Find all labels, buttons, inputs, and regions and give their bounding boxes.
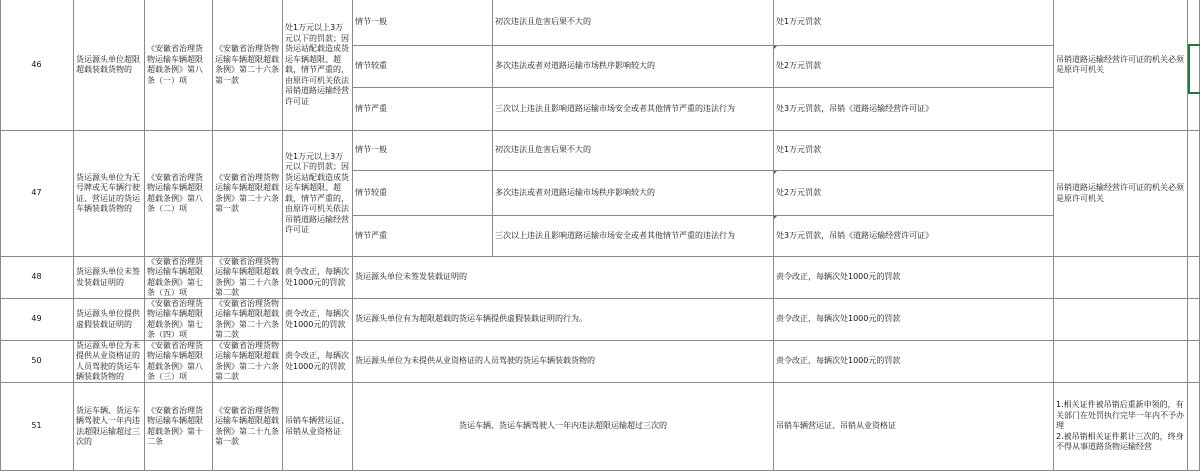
selected-cell-indicator bbox=[1188, 44, 1200, 94]
cell-behavior[interactable]: 货运车辆、货运车辆驾驶人一年内违法超限运输超过三次的 bbox=[74, 383, 145, 471]
cell-behavior[interactable]: 货运源头单位超限超载装载货物的 bbox=[74, 0, 145, 131]
cell-result[interactable]: 吊销车辆营运证、吊销从业资格证 bbox=[774, 383, 1054, 471]
cell-result[interactable]: 处1万元罚款 bbox=[774, 131, 1054, 171]
cell-desc[interactable]: 货运源头单位为未提供从业资格证的人员驾驶的货运车辆装载货物的 bbox=[353, 341, 774, 383]
cell-penalty[interactable]: 责令改正，每辆次处1000元的罚款 bbox=[283, 341, 353, 383]
cell-level[interactable]: 情节一般 bbox=[353, 131, 493, 171]
cell-desc[interactable]: 三次以上违法且影响道路运输市场安全或者其他情节严重的违法行为 bbox=[493, 216, 774, 257]
cell-no[interactable]: 47 bbox=[0, 131, 74, 257]
cell-penalty[interactable]: 责令改正，每辆次处1000元的罚款 bbox=[283, 299, 353, 341]
cell-basis-1[interactable]: 《安徽省治理货物运输车辆超限超载条例》第八条（三）项 bbox=[145, 341, 213, 383]
cell-result[interactable]: 责令改正，每辆次处1000元的罚款 bbox=[774, 341, 1054, 383]
cell-basis-2[interactable]: 《安徽省治理货物运输车辆超限超载条例》第二十六条第二款 bbox=[213, 257, 283, 299]
cell-penalty[interactable]: 吊销车辆营运证、吊销从业资格证 bbox=[283, 383, 353, 471]
cell-no[interactable]: 51 bbox=[0, 383, 74, 471]
cell-desc[interactable]: 货运源头单位有为超限超载的货运车辆提供虚假装载证明的行为。 bbox=[353, 299, 774, 341]
cell-desc[interactable]: 货运源头单位未签发装载证明的 bbox=[353, 257, 774, 299]
cell-extra[interactable] bbox=[1188, 341, 1200, 383]
cell-basis-2[interactable]: 《安徽省治理货物运输车辆超限超载条例》第二十六条第一款 bbox=[213, 131, 283, 257]
cell-note[interactable] bbox=[1054, 257, 1188, 299]
cell-basis-2[interactable]: 《安徽省治理货物运输车辆超限超载条例》第二十六条第二款 bbox=[213, 299, 283, 341]
cell-basis-1[interactable]: 《安徽省治理货物运输车辆超限超载条例》第七条（五）项 bbox=[145, 257, 213, 299]
cell-result[interactable]: 处2万元罚款 bbox=[774, 46, 1054, 88]
cell-no[interactable]: 46 bbox=[0, 0, 74, 131]
cell-basis-2[interactable]: 《安徽省治理货物运输车辆超限超载条例》第二十九条第一款 bbox=[213, 383, 283, 471]
cell-result[interactable]: 处3万元罚款，吊销《道路运输经营许可证》 bbox=[774, 216, 1054, 257]
cell-no[interactable]: 48 bbox=[0, 257, 74, 299]
cell-behavior[interactable]: 货运源头单位提供虚假装载证明的 bbox=[74, 299, 145, 341]
cell-desc[interactable]: 多次违法或者对道路运输市场秩序影响较大的 bbox=[493, 171, 774, 216]
comment-marker bbox=[774, 171, 777, 174]
comment-marker bbox=[774, 216, 777, 219]
cell-note[interactable]: 1.相关证件被吊销后重新申领的，有关部门在处罚执行完毕一年内不予办理 2.被吊销相关证件累计三次的，终身不得从事道路货物运输经营 bbox=[1054, 383, 1188, 471]
cell-penalty[interactable]: 责令改正，每辆次处1000元的罚款 bbox=[283, 257, 353, 299]
cell-no[interactable]: 50 bbox=[0, 341, 74, 383]
cell-basis-1[interactable]: 《安徽省治理货物运输车辆超限超载条例》第八条（二）项 bbox=[145, 131, 213, 257]
cell-desc[interactable]: 初次违法且危害后果不大的 bbox=[493, 131, 774, 171]
cell-result[interactable]: 处1万元罚款 bbox=[774, 0, 1054, 46]
cell-basis-2[interactable]: 《安徽省治理货物运输车辆超限超载条例》第二十六条第一款 bbox=[213, 0, 283, 131]
cell-behavior[interactable]: 货运源头单位未签发装载证明的 bbox=[74, 257, 145, 299]
cell-extra[interactable] bbox=[1188, 131, 1200, 257]
cell-no[interactable]: 49 bbox=[0, 299, 74, 341]
cell-extra[interactable] bbox=[1188, 257, 1200, 299]
cell-extra[interactable] bbox=[1188, 299, 1200, 341]
cell-result[interactable]: 责令改正，每辆次处1000元的罚款 bbox=[774, 257, 1054, 299]
cell-penalty[interactable]: 处1万元以上3万元以下的罚款；因货运站配载造成货运车辆超限、超载，情节严重的，由原许可机关依法吊销道路运输经营许可证 bbox=[283, 0, 353, 131]
cell-desc[interactable]: 初次违法且危害后果不大的 bbox=[493, 0, 774, 46]
cell-note[interactable]: 吊销道路运输经营许可证的机关必须是原许可机关 bbox=[1054, 0, 1188, 131]
cell-level[interactable]: 情节一般 bbox=[353, 0, 493, 46]
cell-penalty[interactable]: 处1万元以上3万元以下的罚款；因货运站配载造成货运车辆超限、超载，情节严重的，由原许可机关依法吊销道路运输经营许可证 bbox=[283, 131, 353, 257]
cell-note[interactable] bbox=[1054, 341, 1188, 383]
cell-behavior[interactable]: 货运源头单位为无号牌或无车辆行驶证、营运证的货运车辆装载货物的 bbox=[74, 131, 145, 257]
cell-level[interactable]: 情节较重 bbox=[353, 171, 493, 216]
cell-basis-2[interactable]: 《安徽省治理货物运输车辆超限超载条例》第二十六条第二款 bbox=[213, 341, 283, 383]
cell-behavior[interactable]: 货运源头单位为未提供从业资格证的人员驾驶的货运车辆装载货物的 bbox=[74, 341, 145, 383]
cell-level[interactable]: 情节严重 bbox=[353, 88, 493, 131]
cell-result[interactable]: 责令改正，每辆次处1000元的罚款 bbox=[774, 299, 1054, 341]
cell-note[interactable] bbox=[1054, 299, 1188, 341]
cell-desc[interactable]: 多次违法或者对道路运输市场秩序影响较大的 bbox=[493, 46, 774, 88]
grid-left-border bbox=[0, 0, 1, 471]
cell-desc[interactable]: 货运车辆、货运车辆驾驶人一年内违法超限运输超过三次的 bbox=[353, 383, 774, 471]
cell-level[interactable]: 情节严重 bbox=[353, 216, 493, 257]
cell-basis-1[interactable]: 《安徽省治理货物运输车辆超限超载条例》第十二条 bbox=[145, 383, 213, 471]
cell-desc[interactable]: 三次以上违法且影响道路运输市场安全或者其他情节严重的违法行为 bbox=[493, 88, 774, 131]
cell-level[interactable]: 情节较重 bbox=[353, 46, 493, 88]
cell-extra[interactable] bbox=[1188, 383, 1200, 471]
cell-basis-1[interactable]: 《安徽省治理货物运输车辆超限超载条例》第七条（四）项 bbox=[145, 299, 213, 341]
cell-basis-1[interactable]: 《安徽省治理货物运输车辆超限超载条例》第八条（一）项 bbox=[145, 0, 213, 131]
cell-result[interactable]: 处2万元罚款 bbox=[774, 171, 1054, 216]
cell-result[interactable]: 处3万元罚款，吊销《道路运输经营许可证》 bbox=[774, 88, 1054, 131]
comment-marker bbox=[774, 46, 777, 49]
cell-note[interactable]: 吊销道路运输经营许可证的机关必须是原许可机关 bbox=[1054, 131, 1188, 257]
